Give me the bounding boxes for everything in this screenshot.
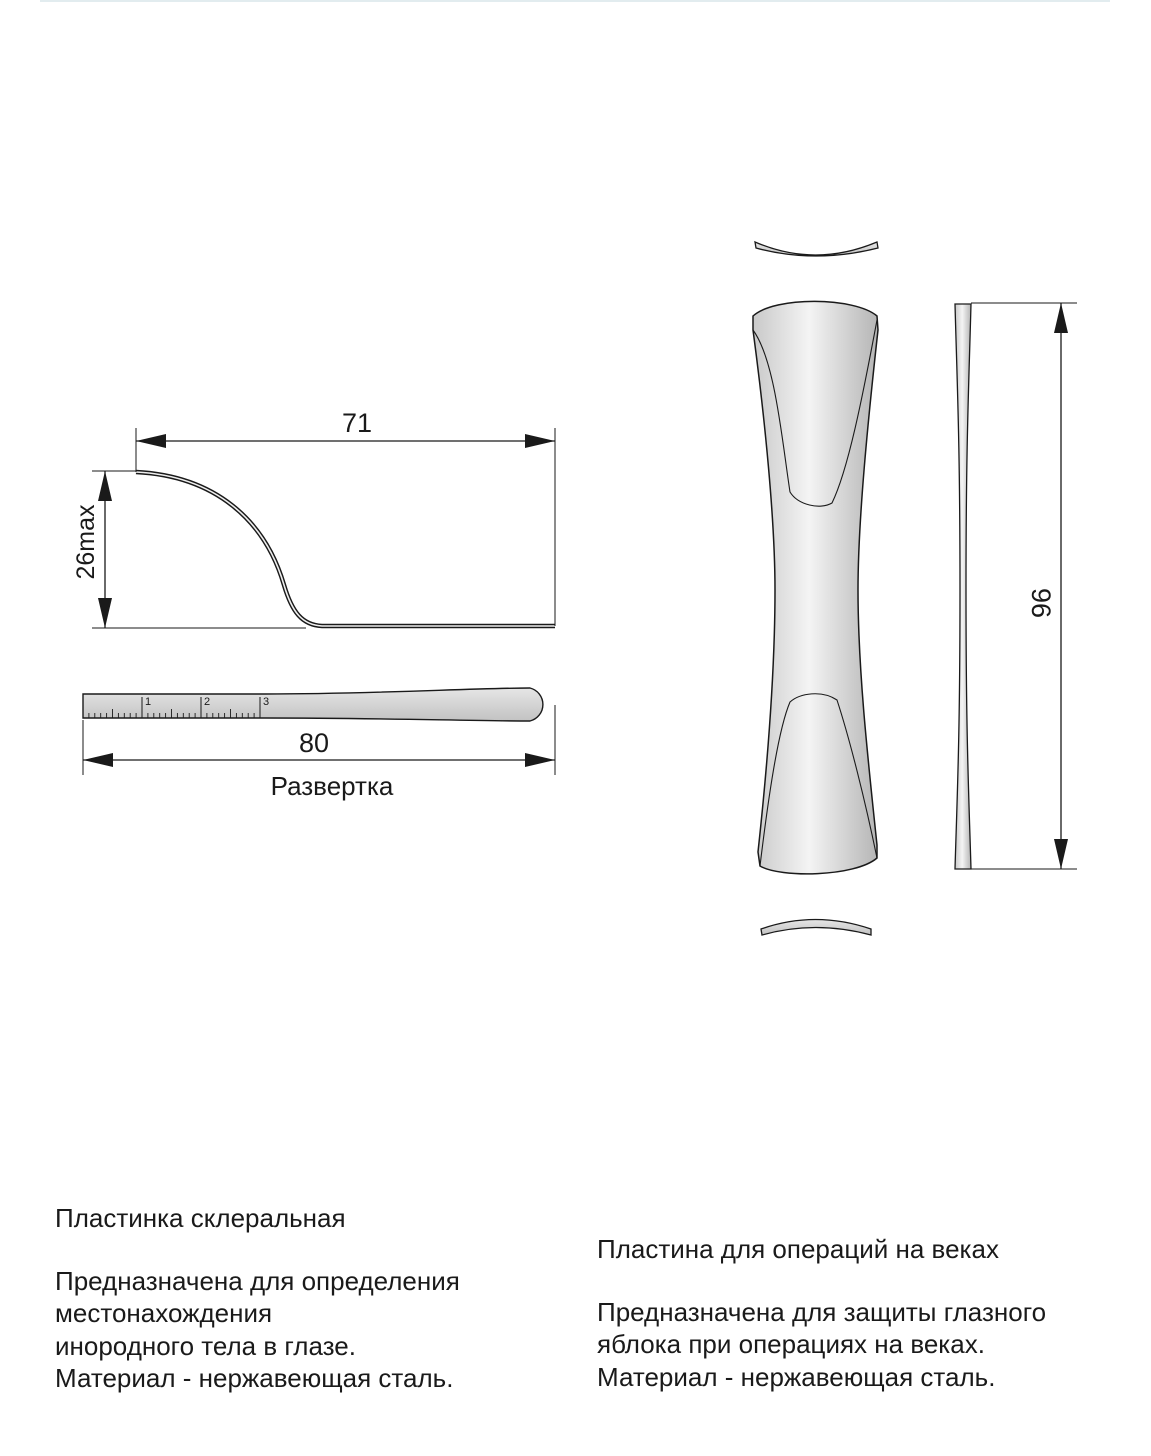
scleral-plate-title: Пластинка склеральная [55, 1203, 346, 1233]
scleral-plate-profile [136, 472, 555, 626]
description-line: Материал - нержавеющая сталь. [55, 1362, 454, 1393]
description-line: местонахождения [55, 1298, 273, 1329]
description-line: Предназначена для определения [55, 1266, 460, 1297]
eyelid-plate-title: Пластина для операций на веках [597, 1234, 999, 1264]
ruler-tick-label: 3 [263, 696, 270, 708]
height-dimension-label: 26max [72, 504, 100, 580]
length-dimension-label: 71 [341, 408, 373, 438]
scleral-plate-development [83, 688, 543, 721]
eyelid-plate-length-label: 96 [1026, 587, 1056, 619]
description-line: Материал - нержавеющая сталь. [597, 1361, 996, 1392]
developed-length-label: 80 [298, 728, 330, 758]
eyelid-plate-caption [597, 1233, 1046, 1393]
description-line: Предназначена для защиты глазного [597, 1297, 1047, 1328]
eyelid-plate-side-view [955, 304, 971, 869]
eyelid-plate-bottom-section [761, 920, 871, 936]
eyelid-plate-top-section [755, 242, 878, 256]
scleral-plate-caption [55, 1202, 460, 1394]
eyelid-plate-front-view [753, 301, 878, 873]
development-view-label: Развертка [270, 771, 394, 801]
ruler-tick-label: 2 [204, 696, 211, 708]
description-line: инородного тела в глазе. [55, 1330, 356, 1361]
description-line: яблока при операциях на веках. [597, 1329, 985, 1360]
ruler-tick-label: 1 [145, 696, 152, 708]
